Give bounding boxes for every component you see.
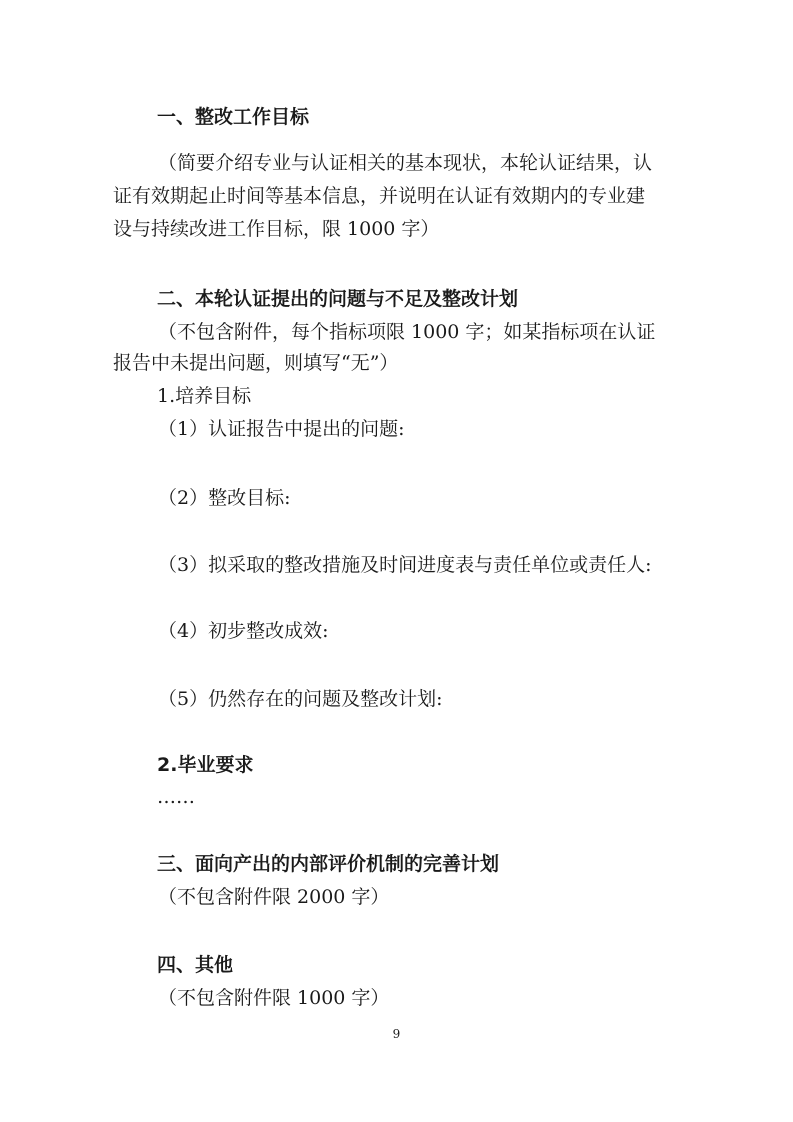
section2-note-line-1: （不包含附件，每个指标项限 1000 字；如某指标项在认证 <box>158 321 656 343</box>
section3-note: （不包含附件限 2000 字） <box>158 886 390 908</box>
item1-title: 1.培养目标 <box>157 385 252 407</box>
item1-sub-2: （2）整改目标: <box>158 487 291 509</box>
section1-body-line-3: 设与持续改进工作目标，限 1000 字） <box>113 218 440 240</box>
section1-body-line-2: 证有效期起止时间等基本信息，并说明在认证有效期内的专业建 <box>113 185 646 207</box>
section1-heading: 一、整改工作目标 <box>157 106 310 128</box>
section4-heading: 四、其他 <box>157 954 234 976</box>
section2-note-line-2: 报告中未提出问题，则填写“无”） <box>113 352 399 374</box>
section2-heading: 二、本轮认证提出的问题与不足及整改计划 <box>157 288 519 310</box>
page-number: 9 <box>392 1027 401 1041</box>
item1-sub-1: （1）认证报告中提出的问题: <box>158 418 405 440</box>
item1-sub-4: （4）初步整改成效: <box>158 620 329 642</box>
item2-title: 2.毕业要求 <box>157 754 254 776</box>
section4-note: （不包含附件限 1000 字） <box>158 987 390 1009</box>
section3-heading: 三、面向产出的内部评价机制的完善计划 <box>157 853 500 875</box>
item1-sub-5: （5）仍然存在的问题及整改计划: <box>158 688 443 710</box>
item1-sub-3: （3）拟采取的整改措施及时间进度表与责任单位或责任人: <box>158 554 652 576</box>
item2-ellipsis: …… <box>157 786 195 808</box>
section1-body-line-1: （简要介绍专业与认证相关的基本现状，本轮认证结果，认 <box>158 152 653 174</box>
